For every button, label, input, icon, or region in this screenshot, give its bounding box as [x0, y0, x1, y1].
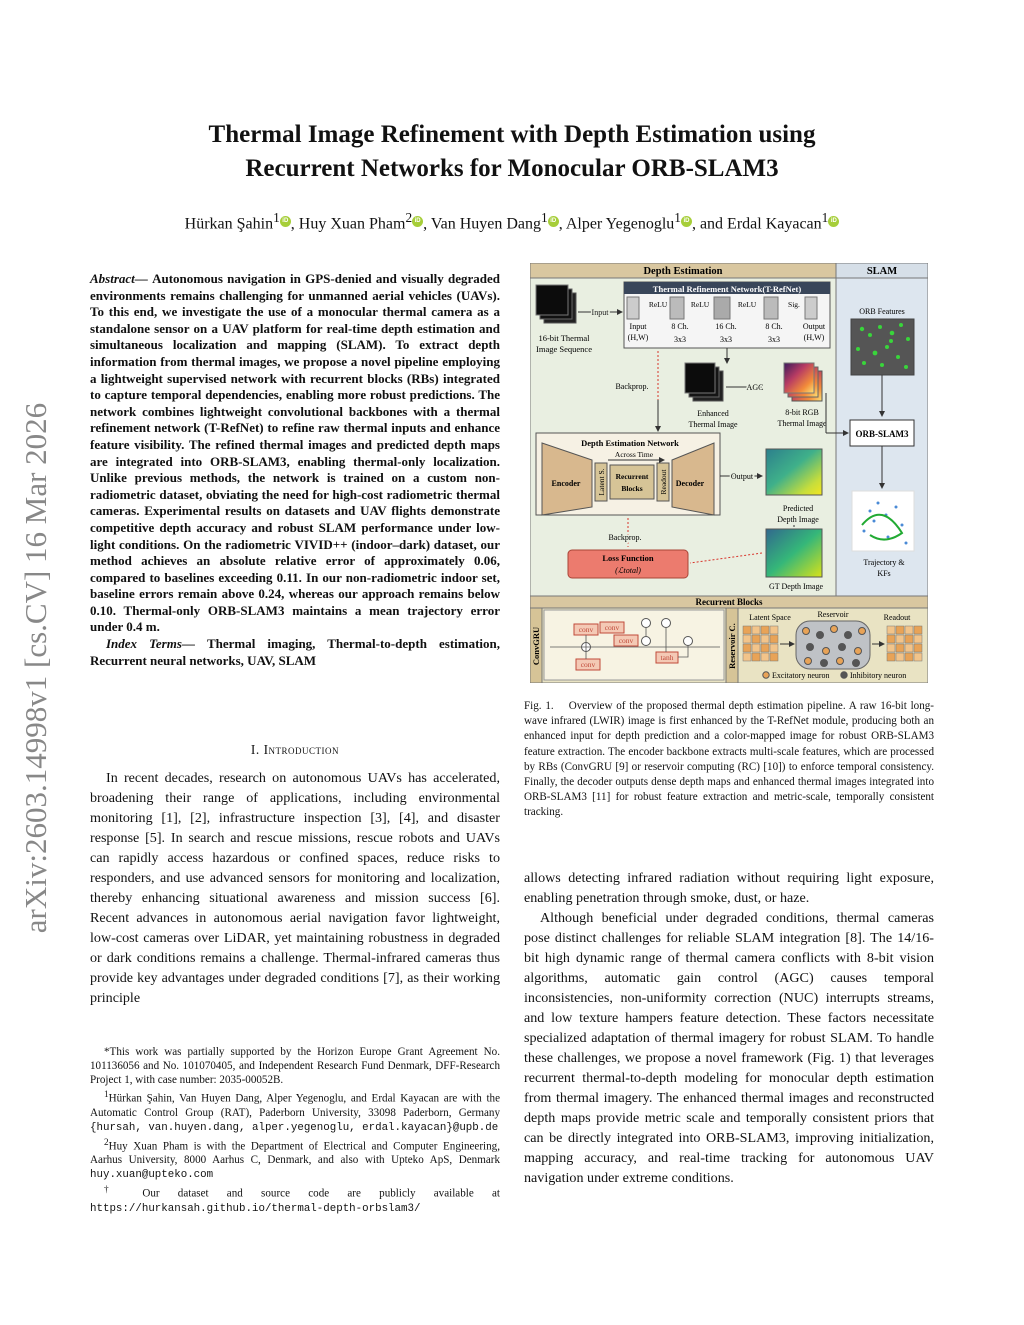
title-line-2: Recurrent Networks for Monocular ORB-SLAM3 [245, 155, 779, 182]
figure-1 [530, 263, 928, 683]
conv-1-label: conv [578, 625, 594, 634]
section-heading [90, 742, 500, 758]
thermal-frame [536, 285, 568, 315]
input-label: Input [629, 322, 647, 331]
ch16: 16 Ch. [715, 322, 737, 331]
pipeline-diagram [530, 263, 928, 683]
slam-label: SLAM [866, 266, 898, 277]
k3-c: 3x3 [768, 335, 780, 344]
seq-label-2: Image Sequence [536, 344, 592, 354]
layer-block [764, 297, 778, 319]
title-line-1: Thermal Image Refinement with Depth Estimation using [208, 121, 816, 148]
convgru-label: ConvGRU [531, 626, 541, 666]
gt-depth-image [766, 529, 822, 577]
orcid-icon[interactable]: iD [548, 216, 559, 227]
rgb-label-2: Thermal Image [777, 419, 827, 428]
readout2-label: Readout [883, 613, 911, 622]
depth-estimation-label: Depth Estimation [643, 266, 723, 277]
predicted-label-2: Depth Image [777, 515, 819, 524]
paper-title [100, 118, 924, 186]
enhanced-label-1: Enhanced [697, 409, 729, 418]
layer-block [714, 297, 730, 319]
intro-paragraph: In recent decades, research on autonomous UAVs has accelerated, broadening their range of applications, including environmental monitoring [1], [2], infrastructure inspection [3], [4], and disaster response [5]. In search and rescue missions, rescue robots and UAVs can rapidly access hazardous or confined spaces, reduce risks to responders, and use advanced sensors for monitoring and localization, thereby enhancing situational awareness and mission success [6]. Recent advances in autonomous aerial navigation favor lightweight, low-cost cameras over LiDAR, yet maintaining robustness in degraded or dark conditions remains a challenge. Thermal-infrared cameras thus provide key advantages under degraded conditions [7], as their working principle [90, 770, 500, 1006]
conv-3-label: conv [618, 636, 634, 645]
predicted-label-1: Predicted [782, 504, 814, 513]
index-terms-label: Index Terms [106, 636, 182, 652]
latent-space-label: Latent Space [749, 613, 791, 622]
seq-label-1: 16-bit Thermal [538, 333, 590, 343]
orcid-icon[interactable]: iD [280, 216, 291, 227]
k3-a: 3x3 [674, 335, 686, 344]
intro-column [90, 768, 500, 1008]
traj-label-2: KFs [877, 569, 891, 578]
layer-block [670, 297, 684, 319]
orcid-icon[interactable]: iD [681, 216, 692, 227]
index-terms: Thermal imaging, Thermal-to-depth estimation, Recurrent neural networks, UAV, SLAM [90, 636, 501, 668]
right-paragraph-2: Although beneficial under degraded conditions, thermal cameras pose distinct challenges for reliable SLAM integration [8]. The 14/16-bit high dynamic range of thermal camera conflicts with 8-bit vision algorithms, automatic gain control (AGC) causes temporal inconsistencies, non-uniformity correction (NUC) interrupts streams, and low texture hampers feature detection. These factors necessitate specialized adaptation of thermal imagery for robust SLAM. To handle these challenges, we propose a novel framework (Fig. 1) that leverages recurrent thermal-to-depth modeling for monocular depth estimation from thermal imagery. The enhanced thermal images and reconstructed depth maps provide metric scale and temporally consistent priors that can be directly integrated into ORB-SLAM3, improving initialization, mapping accuracy, and real-time tracking for autonomous UAV navigation under extreme conditions. [524, 910, 934, 1186]
decoder-label: Decoder [675, 479, 705, 488]
latent-label: Latent S. [597, 468, 606, 496]
predicted-depth-image [766, 449, 822, 495]
ch8-a: 8 Ch. [671, 322, 689, 331]
traj-label-1: Trajectory & [863, 558, 905, 567]
enhanced-frame [685, 363, 715, 393]
orbslam3-label: ORB-SLAM3 [855, 429, 909, 439]
right-paragraph-1: allows detecting infrared radiation without requiring light exposure, enabling penetration through smoke, dust, or haze. [524, 870, 934, 906]
conv-2-label: conv [604, 623, 620, 632]
author-affiliation: 2 [405, 210, 413, 225]
arxiv-id: arXiv:2603.14998v1 [cs.CV] 16 Mar 2026 [18, 402, 53, 934]
rb-title: Recurrent Blocks [695, 597, 763, 607]
tanh-label: tanh [660, 653, 674, 662]
footnotes [90, 1045, 500, 1217]
arxiv-stamp [14, 368, 54, 968]
trefnet-label: Thermal Refinement Network(T-RefNet) [652, 284, 802, 294]
backprop-label-1: Backprop. [615, 382, 649, 391]
author-name: Erdal Kayacan [727, 215, 822, 233]
trajectory-image [852, 491, 914, 551]
layer-block [627, 297, 639, 319]
loss-symbol: (ℒtotal) [615, 566, 641, 575]
loss-label: Loss Function [602, 553, 654, 563]
inhibitory-label: Inhibitory neuron [850, 671, 907, 680]
relu-3: ReLU [737, 300, 757, 309]
author-affiliation: 1 [674, 210, 681, 225]
relu-2: ReLU [690, 300, 710, 309]
author-affiliation: 1 [273, 210, 280, 225]
author-name: Alper Yegenoglu [565, 215, 675, 233]
ch8-b: 8 Ch. [765, 322, 783, 331]
reservoir-c-label: Reservoir C. [727, 623, 737, 669]
footnote-affiliation-1: $^1$Hürkan Şahin, Van Huyen Dang, Alper Yegenoglu, and Erdal Kayacan are with the Automatic Control Group (RAT), Paderborn University, 33098 Paderborn, Germany {hursah, van.huyen.dang, alper.yegenoglu, erdal.kayacan}@upb.de [90, 1090, 500, 1134]
input-arrow-label: Input [591, 308, 609, 317]
footnote-affiliation-2: $^2$Huy Xuan Pham is with the Department of Electrical and Computer Engineering, Aarhus University, 8000 Aarhus C, Denmark, and also with Upteko ApS, Denmark huy.xuan@upteko.com [90, 1137, 500, 1182]
author-affiliation: 1 [541, 210, 548, 225]
readout-label: Readout [659, 469, 668, 495]
reservoir-label: Reservoir [817, 610, 849, 619]
orcid-icon[interactable]: iD [412, 216, 423, 227]
abstract-label: Abstract [90, 271, 135, 286]
footnote-dataset: † Our dataset and source code are publicly available at https://hurkansah.github.io/thermal-depth-orbslam3/ [90, 1185, 500, 1216]
output-label: Output [802, 322, 826, 331]
author-name: Hürkan Şahin [184, 215, 274, 233]
orcid-icon[interactable]: iD [828, 216, 839, 227]
dataset-link[interactable]: https://hurkansah.github.io/thermal-depth-orbslam3/ [90, 1203, 421, 1216]
footnote-funding: *This work was partially supported by the Horizon Europe Grant Agreement No. 101136056 and No. 101070405, and Independent Research Fund Denmark, DFF-Research Project 1, with case number: 2035-00052B. [90, 1046, 500, 1086]
rgb-label-1: 8-bit RGB [785, 408, 819, 417]
author-name: Huy Xuan Pham [298, 215, 406, 233]
abstract: Abstract— Autonomous navigation in GPS-denied and visually degraded environments remains challenging for unmanned aerial vehicles (UAVs). To this end, we investigate the use of a monocular thermal camera as a standalone sensor on a UAV platform for real-time depth estimation and simultaneous localization and mapping (SLAM). To extract depth information from thermal images, we propose a novel pipeline employing a lightweight supervised network with recurrent blocks (RBs) integrated to capture temporal dependencies, enabling more robust predictions. The network combines lightweight convolutional backbones with a thermal refinement network (T-RefNet) to refine raw thermal inputs and enhance feature visibility. The refined thermal images and predicted depth maps are integrated into ORB-SLAM3, enabling thermal-only localization. Unlike previous methods, the network is trained on a custom non-radiometric dataset, obviating the need for high-cost radiometric thermal cameras. Experimental results on datasets and UAV flights demonstrate competitive depth accuracy and robust SLAM performance under low-light conditions. On the radiometric VIVID++ (indoor–dark) dataset, our method achieves an absolute relative error of approximately 0.06, compared to baselines exceeding 0.11. In our non-radiometric indoor set, baseline errors remain above 0.24, whereas our approach remains below 0.10. Thermal-only ORB-SLAM3 maintains a mean trajectory error under 0.4 m. Index Terms— Thermal imaging, Thermal-to-depth estimation, Recurrent neural networks, UAV, SLAM [90, 271, 501, 668]
section-number: I. [250, 742, 260, 757]
recurrent-box [610, 465, 654, 499]
abstract-text: Autonomous navigation in GPS-denied and visually degraded environments remains challenging for unmanned aerial vehicles (UAVs). To this end, we investigate the use of a monocular thermal camera as a standalone sensor on a UAV platform for real-time depth estimation and simultaneous localization and mapping (SLAM). To extract depth information from thermal images, we propose a novel pipeline employing a lightweight supervised network with recurrent blocks (RBs) integrated to capture temporal dependencies, enabling more robust predictions. The network combines lightweight convolutional backbones with a thermal refinement network (T-RefNet) to refine raw thermal inputs and enhance feature visibility. The refined thermal images and predicted depth maps are integrated into ORB-SLAM3, enabling thermal-only localization. Unlike previous methods, the network is trained on a custom non-radiometric dataset, obviating the need for high-cost radiometric thermal cameras. Experimental results on datasets and UAV flights demonstrate competitive depth accuracy and robust SLAM performance under low-light conditions. On the radiometric VIVID++ (indoor–dark) dataset, our method achieves an absolute relative error of approximately 0.06, compared to baselines exceeding 0.11. In our non-radiometric indoor set, baseline errors remain above 0.24, whereas our approach remains below 0.10. Thermal-only ORB-SLAM3 maintains a mean trajectory error under 0.4 m. [90, 271, 500, 635]
input-dims: (H,W) [627, 333, 649, 342]
right-column [524, 868, 934, 1188]
inhibitory-dot [841, 672, 847, 678]
output-dims: (H,W) [803, 333, 825, 342]
backprop-label-2: Backprop. [608, 533, 642, 542]
author-affiliation: 1 [821, 210, 829, 225]
author-name: Van Huyen Dang [430, 215, 542, 233]
enhanced-label-2: Thermal Image [688, 420, 738, 429]
layer-block [805, 297, 817, 319]
section-title: Introduction [263, 742, 340, 757]
author-list: Hürkan Şahin$^1$ iD , Huy Xuan Pham$^2$ iD , Van Huyen Dang$^1$ iD , Alper Yegenoglu$^1$ iD , and Erdal Kayacan$^1$ iD [80, 210, 944, 233]
figure-caption [524, 699, 934, 821]
conv-4-label: conv [580, 660, 596, 669]
caption-text: Overview of the proposed thermal depth estimation pipeline. A raw 16-bit long-wave infrared (LWIR) image is first enhanced by the T-RefNet module, producing both an enhanced input for depth prediction and a color-mapped image for robust ORB-SLAM3 feature extraction. The encoder backbone extracts multi-scale features, which are processed by RBs (ConvGRU [9] or reservoir computing (RC) [10]) to enforce temporal consistency. Finally, the decoder outputs dense depth maps and enhanced thermal images integrated into ORB-SLAM3 [11] for robust feature extraction and metric-scale, temporally consistent tracking. [524, 700, 934, 819]
agc-label: AGC [746, 383, 764, 392]
caption-label: Fig. 1. [524, 700, 554, 712]
orb-features-label: ORB Features [859, 307, 905, 316]
recurrent-label-2: Blocks [621, 484, 643, 493]
den-label: Depth Estimation Network [581, 438, 679, 448]
encoder-label: Encoder [551, 479, 581, 488]
excitatory-dot [763, 672, 769, 678]
recurrent-label-1: Recurrent [615, 472, 649, 481]
rgb-frame [784, 363, 814, 393]
sig: Sig. [788, 300, 800, 309]
relu-1: ReLU [648, 300, 668, 309]
excitatory-label: Excitatory neuron [772, 671, 830, 680]
gt-label: GT Depth Image [768, 582, 824, 591]
across-time: Across Time [614, 450, 654, 459]
output-arrow-label: Output [730, 472, 754, 481]
k3-b: 3x3 [720, 335, 732, 344]
